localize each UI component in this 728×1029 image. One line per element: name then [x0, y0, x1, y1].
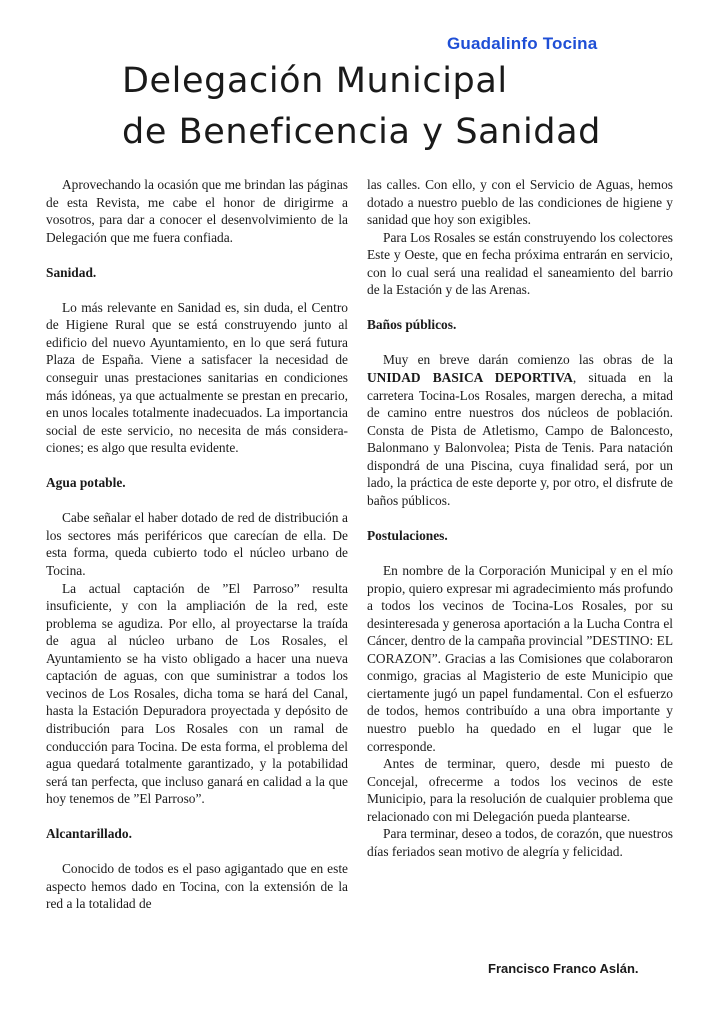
sanidad-paragraph: Lo más relevante en Sanidad es, sin duda, el Centro de Higiene Rural que se está construyendo junto al edificio del nuevo Ayuntamiento, en lo que será futura Plaza de España. Viene a satisfacer la necesidad de conseguir unas prestaciones sanitarias en condiciones más idóneas, ya que actualmente se prestan en precario, en unos locales totalmente inadecuados. La importancia social de este servicio, no necesita de más consideraciones; es algo que resulta evidente. — [46, 299, 348, 456]
title-line-1: Delegación Municipal — [122, 61, 508, 101]
rosales-paragraph: Para Los Rosales se están construyendo los colectores Este y Oeste, que en fecha próxima entrarán en servicio, con lo cual será una realidad el saneamiento del barrio de la Estación y de las Arenas. — [367, 229, 673, 298]
heading-alcantarillado: Alcantarillado. — [46, 826, 132, 842]
heading-banos-publicos: Baños públicos. — [367, 317, 457, 333]
article-title — [122, 56, 601, 158]
unidad-basica-deportiva: UNIDAD BASICA DEPORTIVA — [367, 370, 573, 386]
postulaciones-paragraph-2: Antes de terminar, quero, desde mi puesto de Concejal, ofrecerme a todos los vecinos de este Municipio, para la resolución de cualquier problema que relacionado con mi Delegación pueda plantearse. — [367, 756, 673, 824]
alcantarillado-paragraph: Conocido de todos es el paso agigantado que en este aspecto hemos dado en Tocina, con la extensión de la red a la totalidad de — [46, 861, 348, 912]
heading-agua-potable: Agua potable. — [46, 475, 126, 491]
right-column — [367, 176, 673, 860]
agua-paragraph-2: La actual captación de ”El Parroso” resulta insuficiente, y con la ampliación de la red, este problema se agudiza. Por ello, al proyectarse la traída de agua al núcleo urbano de Los Rosales, el Ayuntamiento se ha visto obligado a hacer una nueva captación de aguas, con que suministrar a todos los vecinos de Los Rosales, dicha toma se hará del Canal, hasta la Estación Depuradora proyectada y depósito de distribución para Los Rosales con un ramal de conducción para Tocina. De esta forma, el problema del agua quedará totalmente garantizado, y la potabilidad será tan perfecta, que incluso ganará en calidad a la que hoy tenemos de ”El Parroso”. — [46, 580, 348, 807]
continuation-paragraph: las calles. Con ello, y con el Servicio de Aguas, hemos dotado a nuestro pueblo de las condiciones de higiene y sanidad que hoy son exigibles. — [367, 177, 673, 228]
heading-sanidad: Sanidad. — [46, 264, 97, 280]
intro-paragraph: Aprovechando la ocasión que me brindan las páginas de esta Revista, me cabe el honor de dirigirme a vosotros, para dar a conocer el desenvolvimiento de la Delegación que me fuera confiada. — [46, 177, 348, 245]
title-line-2: de Beneficencia y Sanidad — [122, 112, 601, 152]
author-signature: Francisco Franco Aslán. — [488, 961, 639, 976]
watermark-label: Guadalinfo Tocina — [447, 34, 598, 53]
postulaciones-paragraph-1: En nombre de la Corporación Municipal y en el mío propio, quiero expresar mi agradecimiento más profundo a todos los vecinos de Tocina-Los Rosales, por su desinteresada y generosa aportación a la Lucha Contra el Cáncer, dentro de la campaña provincial ”DESTINO: EL CORAZON”. Gracias a las Comisiones que colaboraron conmigo, gracias al Magisterio de este Municipio que ciertamente jugó un papel fundamental. Con el esfuerzo de todos, hemos contribuído a una obra importante y nuestro pueblo ha quedado en el lugar que le corresponde. — [367, 563, 673, 754]
postulaciones-paragraph-3: Para terminar, deseo a todos, de corazón, que nuestros días feriados sean motivo de alegría y felicidad. — [367, 826, 673, 859]
left-column — [46, 176, 348, 913]
banos-text-b: , situada en la carretera Tocina-Los Rosales, margen derecha, a mitad de camino entre nuestros dos núcleos de población. Consta de Pista de Atletismo, Campo de Baloncesto, Balonmano y Balonvolea; Pista de Tenis. Para natación dispondrá de una Piscina, cuya finalidad será, por un lado, la práctica de este deporte y, por otro, el disfrute de baños públicos. — [367, 370, 674, 508]
banos-paragraph — [367, 351, 673, 509]
banos-text-a: Muy en breve darán comienzo las obras de la — [383, 352, 673, 368]
agua-paragraph-1: Cabe señalar el haber dotado de red de distribución a los sectores más periféricos que carecían de ella. De esta forma, queda cubierto todo el núcleo urbano de Tocina. — [46, 510, 348, 579]
heading-postulaciones: Postulaciones. — [367, 527, 448, 543]
